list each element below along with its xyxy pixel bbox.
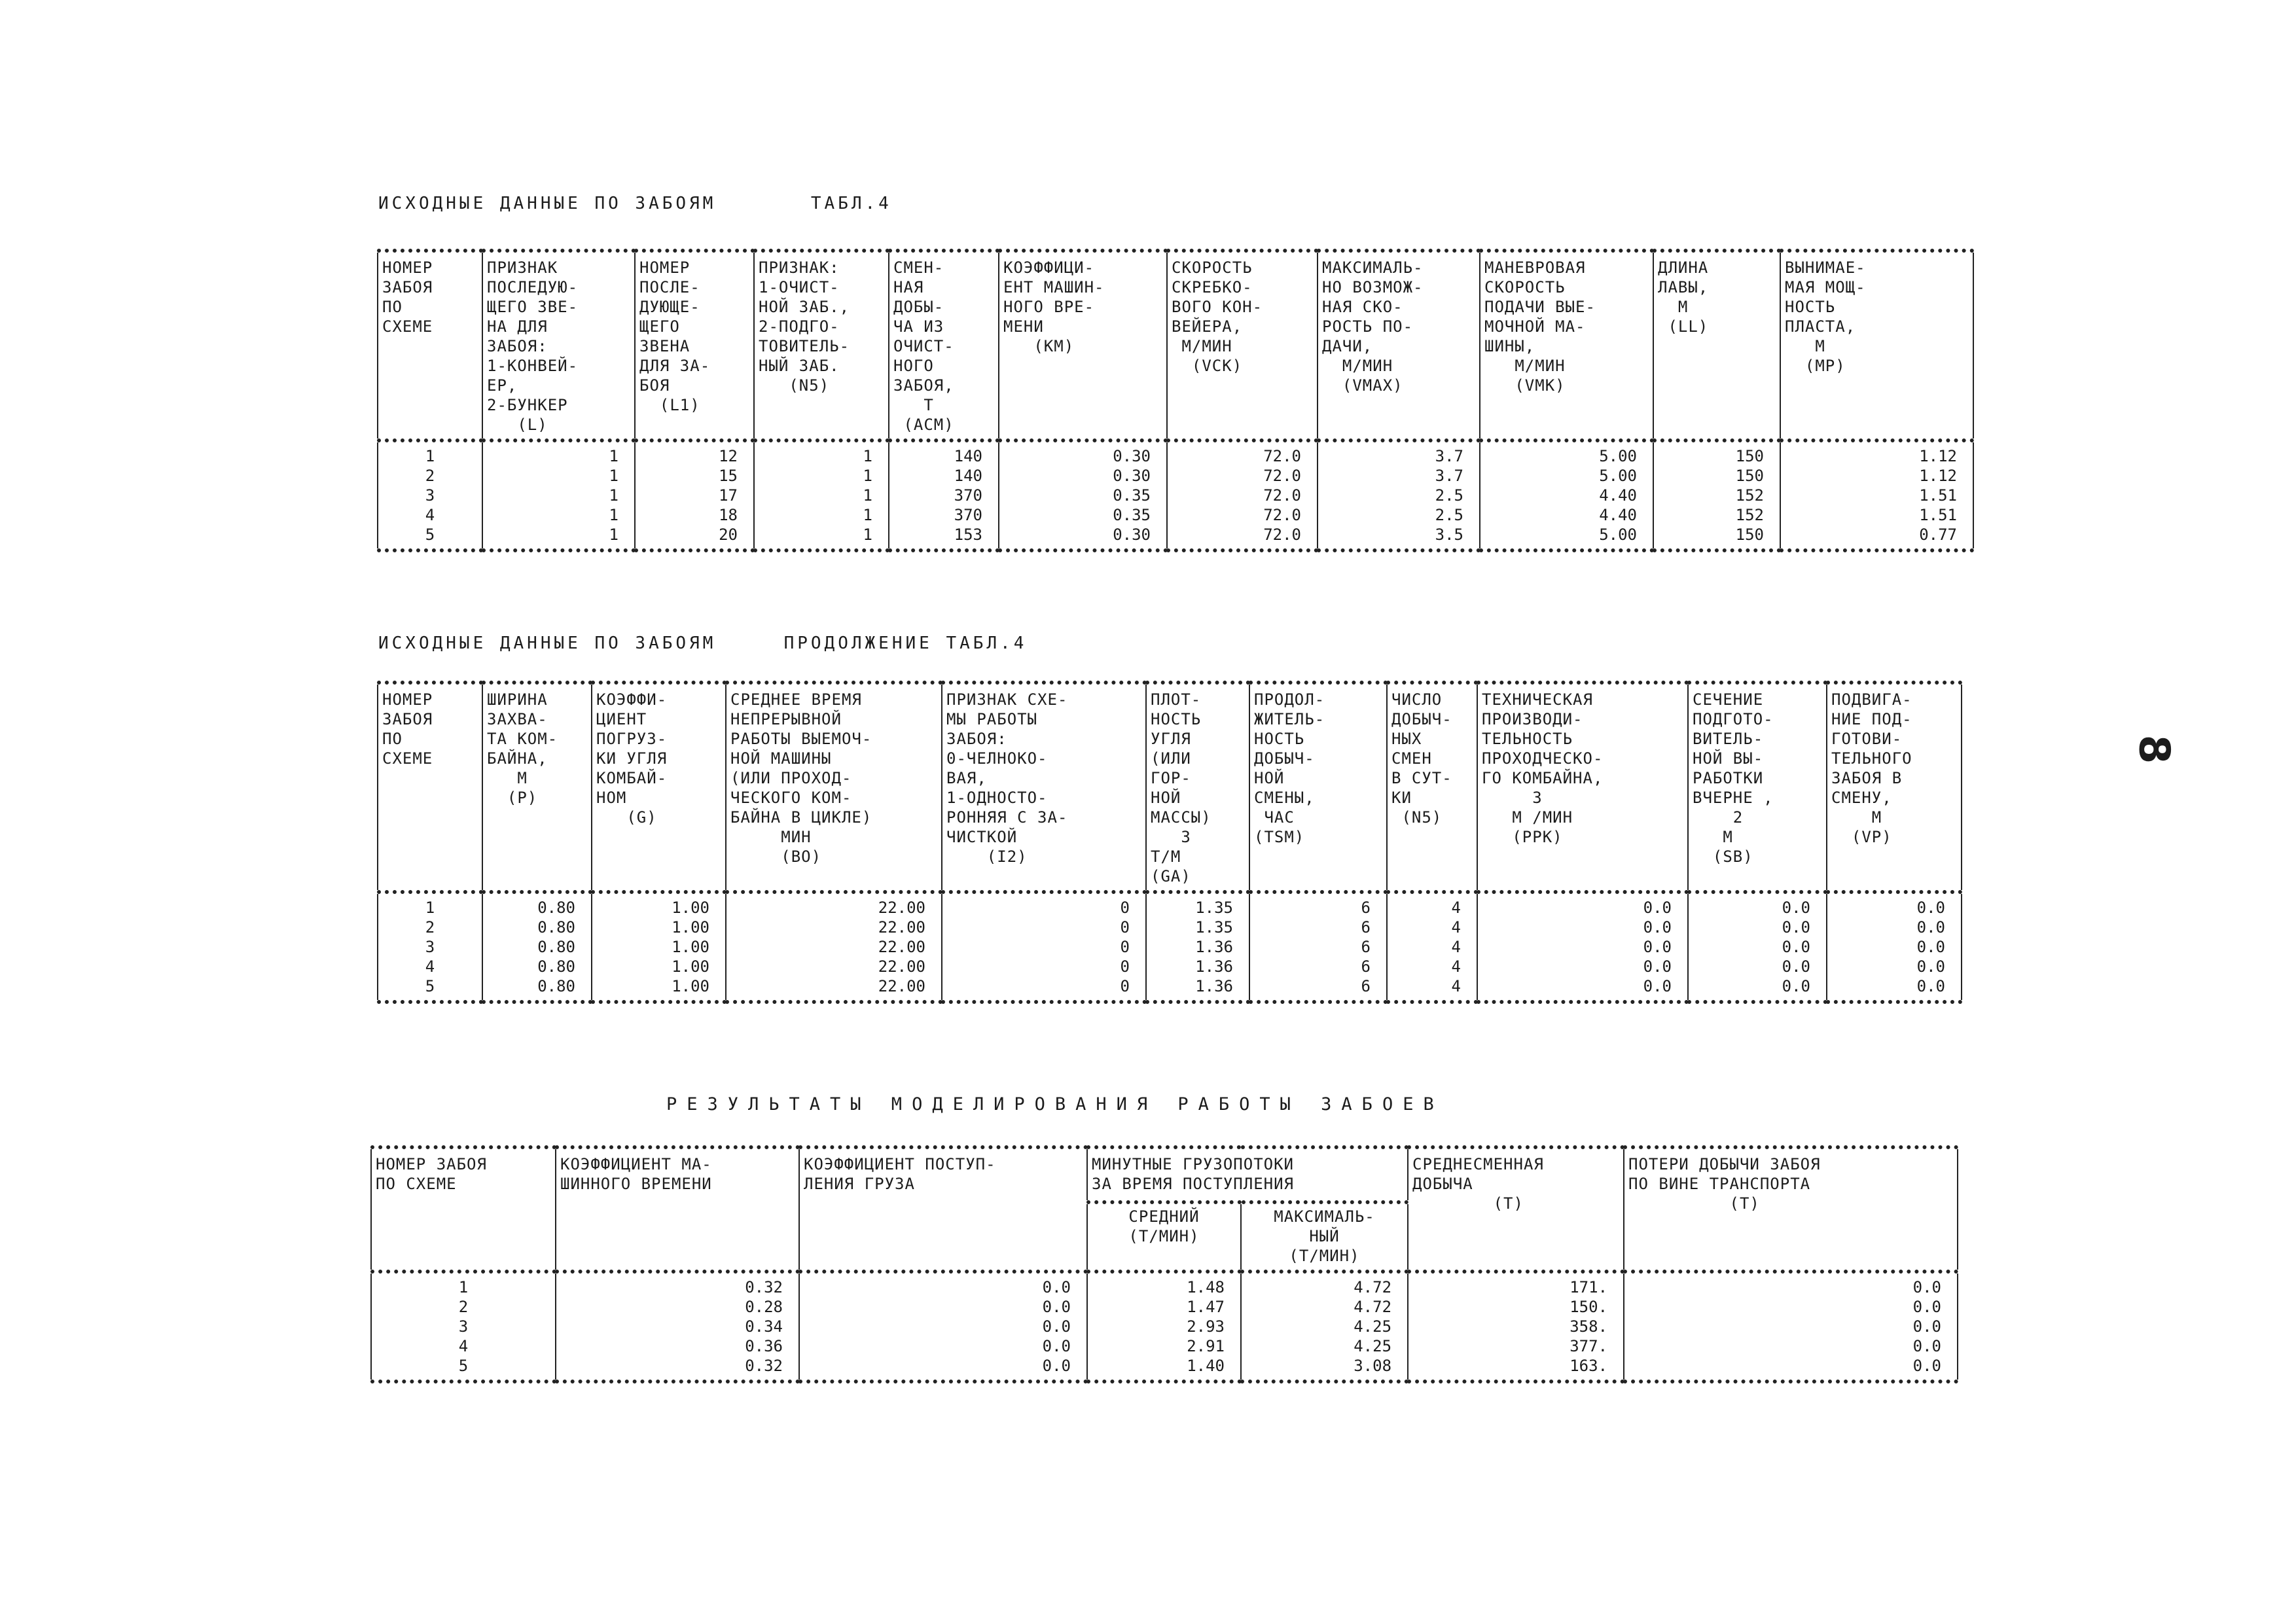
table-row xyxy=(378,957,1962,976)
table-cell: 0.0 xyxy=(1688,976,1827,1002)
table2-title: ИСХОДНЫЕ ДАННЫЕ ПО ЗАБОЯМ ПРОДОЛЖЕНИЕ ТАБЛ.4 xyxy=(378,633,1028,653)
col-header: КОЭФФИЦИ- ЕНТ МАШИН- НОГО ВРЕ- МЕНИ (КМ) xyxy=(999,251,1167,440)
table-row xyxy=(378,440,1973,466)
table-cell: 0.80 xyxy=(482,976,592,1002)
table-cell: 0 xyxy=(942,918,1146,937)
table-cell: 1.00 xyxy=(592,957,726,976)
table-cell: 152 xyxy=(1653,505,1780,525)
table-cell: 0.0 xyxy=(1477,976,1688,1002)
table-cell: 0.0 xyxy=(1624,1317,1958,1336)
table-cell: 1.40 xyxy=(1087,1356,1241,1382)
header-row xyxy=(378,251,1973,440)
table-row xyxy=(378,918,1962,937)
table-cell: 1.36 xyxy=(1146,957,1249,976)
table-cell: 22.00 xyxy=(726,918,942,937)
table-cell: 2.5 xyxy=(1318,486,1480,505)
row-index-cell: 4 xyxy=(371,1336,556,1356)
table-cell: 370 xyxy=(889,486,999,505)
table-cell: 1 xyxy=(482,466,635,486)
table-cell: 0.77 xyxy=(1780,525,1973,550)
col-header: СРЕДНЕСМЕННАЯ ДОБЫЧА (Т) xyxy=(1408,1147,1624,1272)
table-cell: 4 xyxy=(1387,918,1477,937)
col-header: НОМЕР ЗАБОЯ ПО СХЕМЕ xyxy=(371,1147,556,1272)
col-header: ЧИСЛО ДОБЫЧ- НЫХ СМЕН В СУТ- КИ (N5) xyxy=(1387,683,1477,892)
table-cell: 0.0 xyxy=(1477,937,1688,957)
table-cell: 12 xyxy=(635,440,754,466)
table-cell: 1.12 xyxy=(1780,466,1973,486)
table-cell: 72.0 xyxy=(1167,466,1318,486)
col-header: МИНУТНЫЕ ГРУЗОПОТОКИ ЗА ВРЕМЯ ПОСТУПЛЕНИЯ xyxy=(1087,1147,1408,1202)
table-cell: 22.00 xyxy=(726,976,942,1002)
col-header: СРЕДНЕЕ ВРЕМЯ НЕПРЕРЫВНОЙ РАБОТЫ ВЫЕМОЧ- НОЙ МАШИНЫ (ИЛИ ПРОХОД- ЧЕСКОГО КОМ- БАЙНА В ЦИКЛЕ) МИН (ВО) xyxy=(726,683,942,892)
table-cell: 1.00 xyxy=(592,918,726,937)
table-cell: 1.00 xyxy=(592,937,726,957)
table-cell: 6 xyxy=(1249,892,1387,918)
table-cell: 163. xyxy=(1408,1356,1624,1382)
table-row xyxy=(378,525,1973,550)
table-cell: 4.40 xyxy=(1480,486,1653,505)
table-cell: 1.00 xyxy=(592,976,726,1002)
table-cell: 0.32 xyxy=(556,1356,799,1382)
table-cell: 1.51 xyxy=(1780,505,1973,525)
table-cell: 0.30 xyxy=(999,466,1167,486)
table-cell: 1 xyxy=(754,525,889,550)
table-cell: 1.36 xyxy=(1146,937,1249,957)
sub-header: МАКСИМАЛЬ- НЫЙ (Т/МИН) xyxy=(1241,1202,1408,1272)
table-cell: 171. xyxy=(1408,1272,1624,1297)
table-cell: 1.00 xyxy=(592,892,726,918)
col-header: МАНЕВРОВАЯ СКОРОСТЬ ПОДАЧИ ВЫЕ- МОЧНОЙ МА- ШИНЫ, М/МИН (VМК) xyxy=(1480,251,1653,440)
table-cell: 0.0 xyxy=(1624,1272,1958,1297)
table-cell: 0.34 xyxy=(556,1317,799,1336)
col-header: СЕЧЕНИЕ ПОДГОТО- ВИТЕЛЬ- НОЙ ВЫ- РАБОТКИ ВЧЕРНЕ , 2 М (SВ) xyxy=(1688,683,1827,892)
col-header: НОМЕР ПОСЛЕ- ДУЮЩЕ- ЩЕГО ЗВЕНА ДЛЯ ЗА- БОЯ (L1) xyxy=(635,251,754,440)
table-cell: 0.0 xyxy=(1688,957,1827,976)
table-cell: 1 xyxy=(754,466,889,486)
row-index-cell: 1 xyxy=(378,440,482,466)
col-header: ПРИЗНАК СХЕ- МЫ РАБОТЫ ЗАБОЯ: 0-ЧЕЛНОКО- ВАЯ, 1-ОДНОСТО- РОННЯЯ С ЗА- ЧИСТКОЙ (I2) xyxy=(942,683,1146,892)
table-cell: 0.0 xyxy=(1624,1336,1958,1356)
col-header: НОМЕР ЗАБОЯ ПО СХЕМЕ xyxy=(378,251,482,440)
table-cell: 0.80 xyxy=(482,918,592,937)
table-cell: 1 xyxy=(754,486,889,505)
table-cell: 0.0 xyxy=(799,1317,1087,1336)
table-cell: 1.48 xyxy=(1087,1272,1241,1297)
table-cell: 1 xyxy=(482,525,635,550)
col-header: ПОДВИГА- НИЕ ПОД- ГОТОВИ- ТЕЛЬНОГО ЗАБОЯ В СМЕНУ, М (VР) xyxy=(1827,683,1962,892)
table-row xyxy=(371,1356,1958,1382)
results-caption: РЕЗУЛЬТАТЫ МОДЕЛИРОВАНИЯ РАБОТЫ ЗАБОЕВ xyxy=(666,1094,1444,1115)
col-header: КОЭФФИЦИЕНТ ПОСТУП- ЛЕНИЯ ГРУЗА xyxy=(799,1147,1087,1272)
table-cell: 4.25 xyxy=(1241,1336,1408,1356)
header-row xyxy=(378,683,1962,892)
table-cell: 150 xyxy=(1653,466,1780,486)
table-cell: 0.0 xyxy=(1624,1356,1958,1382)
table-cell: 0.0 xyxy=(799,1356,1087,1382)
table-cell: 0.0 xyxy=(1688,937,1827,957)
row-index-cell: 3 xyxy=(371,1317,556,1336)
initial-data-continued-table xyxy=(377,681,1962,1004)
row-index-cell: 5 xyxy=(371,1356,556,1382)
table-cell: 0.30 xyxy=(999,440,1167,466)
table-cell: 72.0 xyxy=(1167,440,1318,466)
table-row xyxy=(371,1317,1958,1336)
table-cell: 1.36 xyxy=(1146,976,1249,1002)
table-cell: 0.0 xyxy=(1827,937,1962,957)
table-cell: 0 xyxy=(942,937,1146,957)
table-cell: 0 xyxy=(942,957,1146,976)
table-row xyxy=(371,1336,1958,1356)
col-header: ВЫНИМАЕ- МАЯ МОЩ- НОСТЬ ПЛАСТА, М (МР) xyxy=(1780,251,1973,440)
table-cell: 0.0 xyxy=(1827,976,1962,1002)
table-cell: 3.7 xyxy=(1318,466,1480,486)
table-cell: 0.32 xyxy=(556,1272,799,1297)
table-cell: 1.12 xyxy=(1780,440,1973,466)
col-header: СМЕН- НАЯ ДОБЫ- ЧА ИЗ ОЧИСТ- НОГО ЗАБОЯ, Т (АСМ) xyxy=(889,251,999,440)
table-cell: 0.80 xyxy=(482,937,592,957)
col-header: МАКСИМАЛЬ- НО ВОЗМОЖ- НАЯ СКО- РОСТЬ ПО- ДАЧИ, М/МИН (VМАХ) xyxy=(1318,251,1480,440)
table-row xyxy=(378,486,1973,505)
table-cell: 4.72 xyxy=(1241,1272,1408,1297)
table-cell: 1.51 xyxy=(1780,486,1973,505)
table-cell: 0.0 xyxy=(1688,918,1827,937)
row-index-cell: 2 xyxy=(378,918,482,937)
table-cell: 0.0 xyxy=(1477,957,1688,976)
table-cell: 4.40 xyxy=(1480,505,1653,525)
table-cell: 2.91 xyxy=(1087,1336,1241,1356)
table-cell: 5.00 xyxy=(1480,466,1653,486)
row-index-cell: 1 xyxy=(378,892,482,918)
row-index-cell: 2 xyxy=(371,1297,556,1317)
table-cell: 4.25 xyxy=(1241,1317,1408,1336)
row-index-cell: 5 xyxy=(378,976,482,1002)
row-index-cell: 3 xyxy=(378,937,482,957)
table-cell: 5.00 xyxy=(1480,525,1653,550)
table-cell: 0.0 xyxy=(799,1272,1087,1297)
table-cell: 22.00 xyxy=(726,957,942,976)
table-cell: 0.0 xyxy=(1688,892,1827,918)
col-header: ТЕХНИЧЕСКАЯ ПРОИЗВОДИ- ТЕЛЬНОСТЬ ПРОХОДЧЕСКО- ГО КОМБАЙНА, 3 М /МИН (РРК) xyxy=(1477,683,1688,892)
row-index-cell: 4 xyxy=(378,957,482,976)
simulation-results-table xyxy=(370,1145,1958,1383)
table-cell: 358. xyxy=(1408,1317,1624,1336)
table-cell: 150 xyxy=(1653,525,1780,550)
table-cell: 0.35 xyxy=(999,505,1167,525)
table-cell: 0.0 xyxy=(799,1297,1087,1317)
table-cell: 3.08 xyxy=(1241,1356,1408,1382)
table-cell: 377. xyxy=(1408,1336,1624,1356)
initial-data-table xyxy=(377,249,1974,552)
table-cell: 1.35 xyxy=(1146,918,1249,937)
table-cell: 150. xyxy=(1408,1297,1624,1317)
table-cell: 4 xyxy=(1387,976,1477,1002)
table-cell: 0.0 xyxy=(1827,918,1962,937)
table-cell: 72.0 xyxy=(1167,525,1318,550)
table-cell: 1.35 xyxy=(1146,892,1249,918)
table-cell: 17 xyxy=(635,486,754,505)
table-cell: 1.47 xyxy=(1087,1297,1241,1317)
table-row xyxy=(378,505,1973,525)
col-header: ПЛОТ- НОСТЬ УГЛЯ (ИЛИ ГОР- НОЙ МАССЫ) 3 Т/М (GA) xyxy=(1146,683,1249,892)
table-cell: 1 xyxy=(482,440,635,466)
col-header: ПОТЕРИ ДОБЫЧИ ЗАБОЯ ПО ВИНЕ ТРАНСПОРТА (Т) xyxy=(1624,1147,1958,1272)
table-cell: 2.93 xyxy=(1087,1317,1241,1336)
table-cell: 0.0 xyxy=(1827,957,1962,976)
table-cell: 18 xyxy=(635,505,754,525)
table-row xyxy=(378,937,1962,957)
row-index-cell: 4 xyxy=(378,505,482,525)
table-row xyxy=(378,466,1973,486)
table-cell: 152 xyxy=(1653,486,1780,505)
row-index-cell: 2 xyxy=(378,466,482,486)
table-cell: 1 xyxy=(482,505,635,525)
col-header: ПРИЗНАК ПОСЛЕДУЮ- ЩЕГО ЗВЕ- НА ДЛЯ ЗАБОЯ: 1-КОНВЕЙ- ЕР, 2-БУНКЕР (L) xyxy=(482,251,635,440)
table-cell: 5.00 xyxy=(1480,440,1653,466)
table-row xyxy=(378,892,1962,918)
table-cell: 22.00 xyxy=(726,937,942,957)
row-index-cell: 1 xyxy=(371,1272,556,1297)
table-cell: 15 xyxy=(635,466,754,486)
table-cell: 4 xyxy=(1387,937,1477,957)
table-cell: 140 xyxy=(889,440,999,466)
table-cell: 1 xyxy=(754,440,889,466)
table-cell: 153 xyxy=(889,525,999,550)
table-cell: 0.0 xyxy=(1477,918,1688,937)
col-header: ПРИЗНАК: 1-ОЧИСТ- НОЙ ЗАБ., 2-ПОДГО- ТОВИТЕЛЬ- НЫЙ ЗАБ. (N5) xyxy=(754,251,889,440)
table-cell: 22.00 xyxy=(726,892,942,918)
table-cell: 4 xyxy=(1387,957,1477,976)
table-cell: 6 xyxy=(1249,976,1387,1002)
table-cell: 72.0 xyxy=(1167,505,1318,525)
table1-title: ИСХОДНЫЕ ДАННЫЕ ПО ЗАБОЯМ ТАБЛ.4 xyxy=(378,194,892,213)
table-cell: 4.72 xyxy=(1241,1297,1408,1317)
table-cell: 1 xyxy=(482,486,635,505)
col-header: СКОРОСТЬ СКРЕБКО- ВОГО КОН- ВЕЙЕРА, М/МИН (VСК) xyxy=(1167,251,1318,440)
table-cell: 0.35 xyxy=(999,486,1167,505)
table-cell: 72.0 xyxy=(1167,486,1318,505)
table-cell: 0 xyxy=(942,976,1146,1002)
table-cell: 3.7 xyxy=(1318,440,1480,466)
table-cell: 2.5 xyxy=(1318,505,1480,525)
table-cell: 0.0 xyxy=(1477,892,1688,918)
page-number: 8 xyxy=(2129,734,2178,764)
table-cell: 20 xyxy=(635,525,754,550)
table-row xyxy=(371,1297,1958,1317)
table-cell: 150 xyxy=(1653,440,1780,466)
table-cell: 3.5 xyxy=(1318,525,1480,550)
col-header: ДЛИНА ЛАВЫ, М (LL) xyxy=(1653,251,1780,440)
table-cell: 6 xyxy=(1249,937,1387,957)
row-index-cell: 3 xyxy=(378,486,482,505)
table-cell: 1 xyxy=(754,505,889,525)
table-cell: 140 xyxy=(889,466,999,486)
col-header: ПРОДОЛ- ЖИТЕЛЬ- НОСТЬ ДОБЫЧ- НОЙ СМЕНЫ, ЧАС (TSM) xyxy=(1249,683,1387,892)
header-row xyxy=(371,1147,1958,1202)
table-cell: 0.0 xyxy=(1624,1297,1958,1317)
table-cell: 0.30 xyxy=(999,525,1167,550)
table-cell: 0.80 xyxy=(482,957,592,976)
table-cell: 0.28 xyxy=(556,1297,799,1317)
col-header: КОЭФФИЦИЕНТ МА- ШИННОГО ВРЕМЕНИ xyxy=(556,1147,799,1272)
col-header: НОМЕР ЗАБОЯ ПО СХЕМЕ xyxy=(378,683,482,892)
col-header: ШИРИНА ЗАХВА- ТА КОМ- БАЙНА, М (Р) xyxy=(482,683,592,892)
table-cell: 0 xyxy=(942,892,1146,918)
table-row xyxy=(371,1272,1958,1297)
table-cell: 6 xyxy=(1249,957,1387,976)
table-cell: 0.36 xyxy=(556,1336,799,1356)
table-cell: 0.0 xyxy=(799,1336,1087,1356)
table-cell: 4 xyxy=(1387,892,1477,918)
table-cell: 6 xyxy=(1249,918,1387,937)
sub-header: СРЕДНИЙ (Т/МИН) xyxy=(1087,1202,1241,1272)
table-cell: 0.80 xyxy=(482,892,592,918)
col-header: КОЭФФИ- ЦИЕНТ ПОГРУЗ- КИ УГЛЯ КОМБАЙ- НОМ (G) xyxy=(592,683,726,892)
table-cell: 370 xyxy=(889,505,999,525)
table-cell: 0.0 xyxy=(1827,892,1962,918)
row-index-cell: 5 xyxy=(378,525,482,550)
table-row xyxy=(378,976,1962,1002)
